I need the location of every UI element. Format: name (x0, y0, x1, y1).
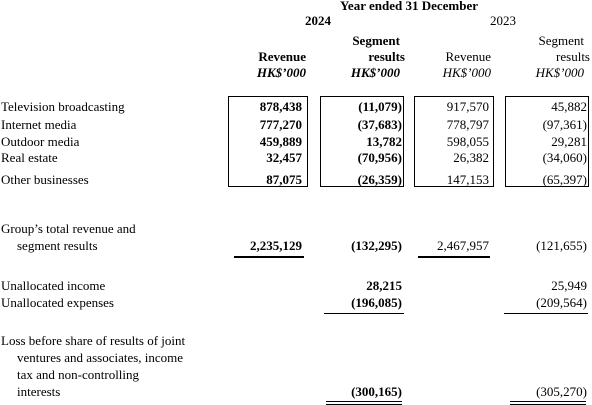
unallocated-expenses-2023: (209,564) (536, 295, 587, 310)
segment-2024-header-line2: results (368, 49, 405, 64)
unallocated-income-2024: 28,215 (366, 278, 402, 293)
segment-label: Television broadcasting (1, 99, 125, 114)
loss-label-line1: Loss before share of results of joint (1, 333, 186, 348)
segment-result-2023: (65,397) (542, 172, 587, 187)
segment-result-2023: (34,060) (542, 150, 587, 165)
loss-2023-double-rule (510, 401, 586, 405)
segment-label: Outdoor media (1, 134, 80, 149)
group-total-revenue-2024: 2,235,129 (250, 238, 302, 253)
unallocated-expenses-label: Unallocated expenses (1, 295, 114, 310)
group-total-revenue-2023: 2,467,957 (437, 238, 489, 253)
loss-label-line2: ventures and associates, income (17, 350, 184, 365)
segment-label: Internet media (1, 117, 77, 132)
segment-revenue-2023: 778,797 (446, 117, 489, 132)
segment-revenue-2023: 147,153 (446, 172, 489, 187)
loss-result-2023: (305,270) (536, 384, 587, 399)
segment-result-2023: 45,882 (551, 99, 587, 114)
segment-2024-header-line1: Segment (352, 33, 400, 48)
unallocated-expenses-2024: (196,085) (351, 295, 402, 310)
unallocated-2023-rule (504, 313, 588, 314)
segment-revenue-2023: 917,570 (446, 99, 489, 114)
unallocated-2024-rule (324, 313, 404, 314)
segment-revenue-2023: 26,382 (453, 150, 489, 165)
loss-label-line3: tax and non-controlling (17, 367, 140, 382)
revenue-2023-header: Revenue (445, 49, 491, 64)
group-total-label-line1: Group’s total revenue and (1, 221, 136, 236)
segment-2023-header-line1: Segment (538, 33, 584, 48)
segment-label: Other businesses (1, 172, 89, 187)
segment-result-2024: (70,956) (357, 150, 402, 165)
segment-2023-unit: HK$’000 (535, 65, 584, 80)
revenue-2024-header: Revenue (258, 49, 306, 64)
segment-2024-unit: HK$’000 (350, 65, 400, 80)
loss-label-line4: interests (17, 384, 61, 399)
segment-label: Real estate (1, 150, 58, 165)
group-total-result-2023: (121,655) (536, 238, 587, 253)
segment-result-2024: (26,359) (357, 172, 402, 187)
segment-result-2024: 13,782 (366, 134, 402, 149)
segment-result-2024: (37,683) (357, 117, 402, 132)
group-total-revenue-2023-rule (418, 256, 490, 258)
segment-revenue-2024: 878,438 (259, 99, 302, 114)
segment-result-2024: (11,079) (358, 99, 402, 114)
loss-2024-double-rule (326, 401, 402, 405)
segment-revenue-2023: 598,055 (446, 134, 489, 149)
period-heading: Year ended 31 December (339, 0, 479, 13)
segment-revenue-2024: 87,075 (266, 172, 302, 187)
unallocated-income-label: Unallocated income (1, 278, 106, 293)
segment-2023-header-line2: results (556, 49, 590, 64)
group-total-result-2024: (132,295) (351, 238, 402, 253)
loss-result-2024: (300,165) (351, 384, 402, 399)
segment-revenue-2024: 777,270 (259, 117, 302, 132)
year-2023-heading: 2023 (490, 13, 516, 28)
group-total-revenue-2024-rule (234, 256, 304, 258)
group-total-label-line2: segment results (17, 238, 98, 253)
segment-result-2023: (97,361) (542, 117, 587, 132)
segment-revenue-2024: 32,457 (266, 150, 302, 165)
unallocated-income-2023: 25,949 (551, 278, 587, 293)
segment-revenue-2024: 459,889 (259, 134, 302, 149)
segment-result-2023: 29,281 (551, 134, 587, 149)
revenue-2024-unit: HK$’000 (256, 65, 306, 80)
revenue-2023-unit: HK$’000 (442, 65, 491, 80)
year-2024-heading: 2024 (305, 13, 331, 28)
